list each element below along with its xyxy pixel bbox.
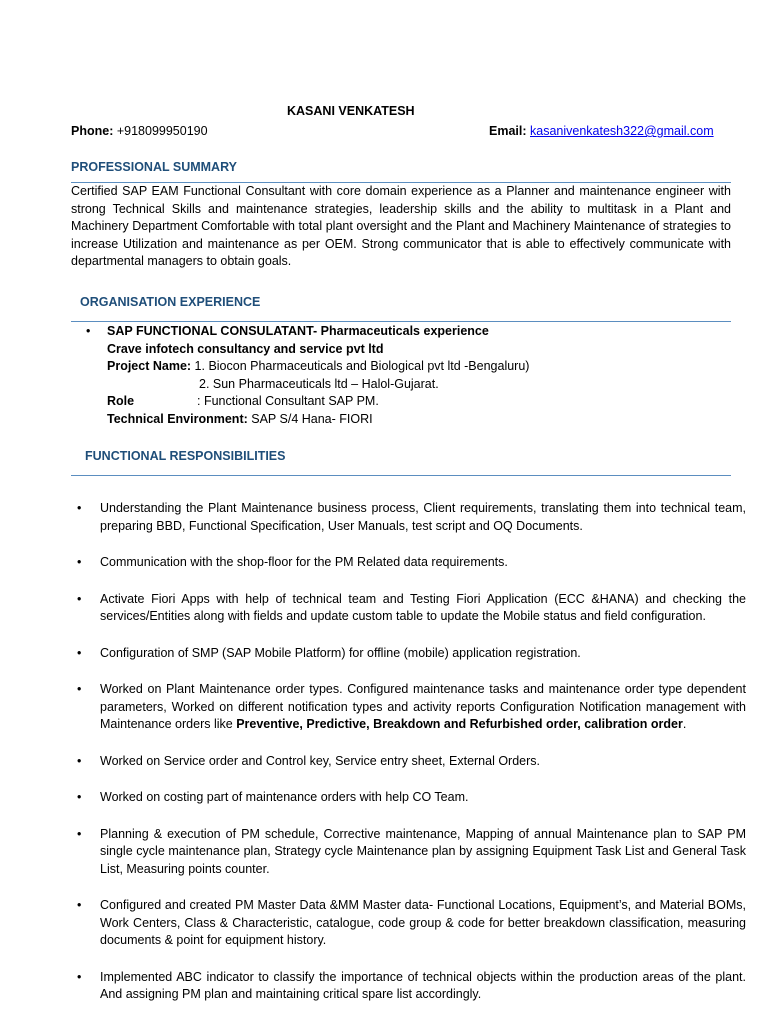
project-label: Project Name: bbox=[107, 359, 192, 373]
summary-text: Certified SAP EAM Functional Consultant with core domain experience as a Planner and maintenance engineer with strong Technical Skills and maintenance strategies, leadership skills and the ability to multitask in a Plant and Machinery Department Comfortable with total plant oversight and the Plant and Machinery Maintenance of strategies to increase Utilization and maintenance as per OEM. Strong communicator that is able to effectively communicate with departmental managers to obtain goals. bbox=[71, 184, 731, 268]
email-label: Email: bbox=[489, 124, 527, 138]
phone-line bbox=[71, 123, 208, 141]
summary-heading: PROFESSIONAL SUMMARY bbox=[71, 160, 237, 174]
role-row bbox=[86, 393, 726, 411]
company-name: Crave infotech consultancy and service pvt ltd bbox=[107, 341, 384, 356]
bullet-icon: • bbox=[77, 645, 82, 660]
responsibilities-list bbox=[71, 500, 746, 1023]
email-line bbox=[489, 123, 714, 141]
bullet-icon: • bbox=[77, 591, 82, 606]
role-value: : Functional Consultant SAP PM. bbox=[197, 394, 379, 408]
list-item: • Communication with the shop-floor for the PM Related data requirements. bbox=[71, 554, 746, 572]
organisation-heading: ORGANISATION EXPERIENCE bbox=[80, 295, 261, 309]
project-2: 2. Sun Pharmaceuticals ltd – Halol-Gujarat. bbox=[199, 376, 439, 391]
order-types-bold: Preventive, Predictive, Breakdown and Refurbished order, calibration order bbox=[236, 717, 683, 731]
responsibilities-divider bbox=[71, 475, 731, 476]
email-link[interactable]: kasanivenkatesh322@gmail.com bbox=[530, 124, 714, 138]
organisation-block bbox=[86, 323, 726, 428]
list-item: • Worked on Service order and Control key, Service entry sheet, External Orders. bbox=[71, 753, 746, 771]
list-item: • Implemented ABC indicator to classify the importance of technical objects within the production areas of the plant. And assigning PM plan and maintaining critical spare list accordingly. bbox=[71, 969, 746, 1004]
list-item: • Worked on costing part of maintenance orders with help CO Team. bbox=[71, 789, 746, 807]
phone-label: Phone: bbox=[71, 124, 114, 138]
bullet-icon: • bbox=[77, 753, 82, 768]
project-row bbox=[86, 358, 726, 376]
bullet-icon: • bbox=[77, 790, 82, 804]
position-title: SAP FUNCTIONAL CONSULATANT- Pharmaceuticals experience bbox=[107, 324, 489, 338]
bullet-icon: • bbox=[77, 682, 82, 696]
environment-value: SAP S/4 Hana- FIORI bbox=[251, 411, 373, 426]
bullet-icon: • bbox=[77, 501, 82, 515]
responsibilities-heading: FUNCTIONAL RESPONSIBILITIES bbox=[85, 449, 286, 463]
list-item: • Planning & execution of PM schedule, Corrective maintenance, Mapping of annual Maintenance plan to SAP PM single cycle maintenance plan, Strategy cycle Maintenance plan by assigning Equipment Task List and General Task List, Measuring points counter. bbox=[71, 826, 746, 879]
list-item: • Configured and created PM Master Data &MM Master data- Functional Locations, Equipment’s, and Material BOMs, Work Centers, Class & Characteristic, catalogue, code group & code for better breakdown classification, measuring documents & point for equipment history. bbox=[71, 897, 746, 950]
bullet-icon: • bbox=[77, 826, 82, 841]
list-item: • Worked on Plant Maintenance order types. Configured maintenance tasks and maintenance order type dependent parameters, Worked on different notification types and activity reports Configuration Notification management with Maintenance orders like Preventive, Predictive, Breakdown and Refurbished order, calibration order. bbox=[71, 681, 746, 734]
position-row bbox=[86, 323, 726, 341]
organisation-divider bbox=[71, 321, 731, 322]
bullet-icon: • bbox=[86, 324, 91, 338]
environment-row bbox=[86, 411, 726, 429]
project-1: 1. Biocon Pharmaceuticals and Biological pvt ltd -Bengaluru) bbox=[194, 359, 530, 373]
candidate-name: KASANI VENKATESH bbox=[287, 104, 415, 118]
environment-label: Technical Environment: bbox=[107, 411, 248, 426]
list-item: • Understanding the Plant Maintenance business process, Client requirements, translating them into technical team, preparing BBD, Functional Specification, User Manuals, test script and OQ Documents. bbox=[71, 500, 746, 535]
list-item: • Configuration of SMP (SAP Mobile Platform) for offline (mobile) application registration. bbox=[71, 645, 746, 663]
bullet-icon: • bbox=[77, 898, 82, 912]
bullet-icon: • bbox=[77, 969, 82, 984]
list-item: • Activate Fiori Apps with help of technical team and Testing Fiori Application (ECC &HANA) and checking the services/Entities along with fields and update custom table to update the Mobile status and field configuration. bbox=[71, 591, 746, 626]
phone-number: +918099950190 bbox=[116, 124, 208, 138]
bullet-icon: • bbox=[77, 555, 82, 569]
role-label: Role bbox=[107, 394, 135, 408]
